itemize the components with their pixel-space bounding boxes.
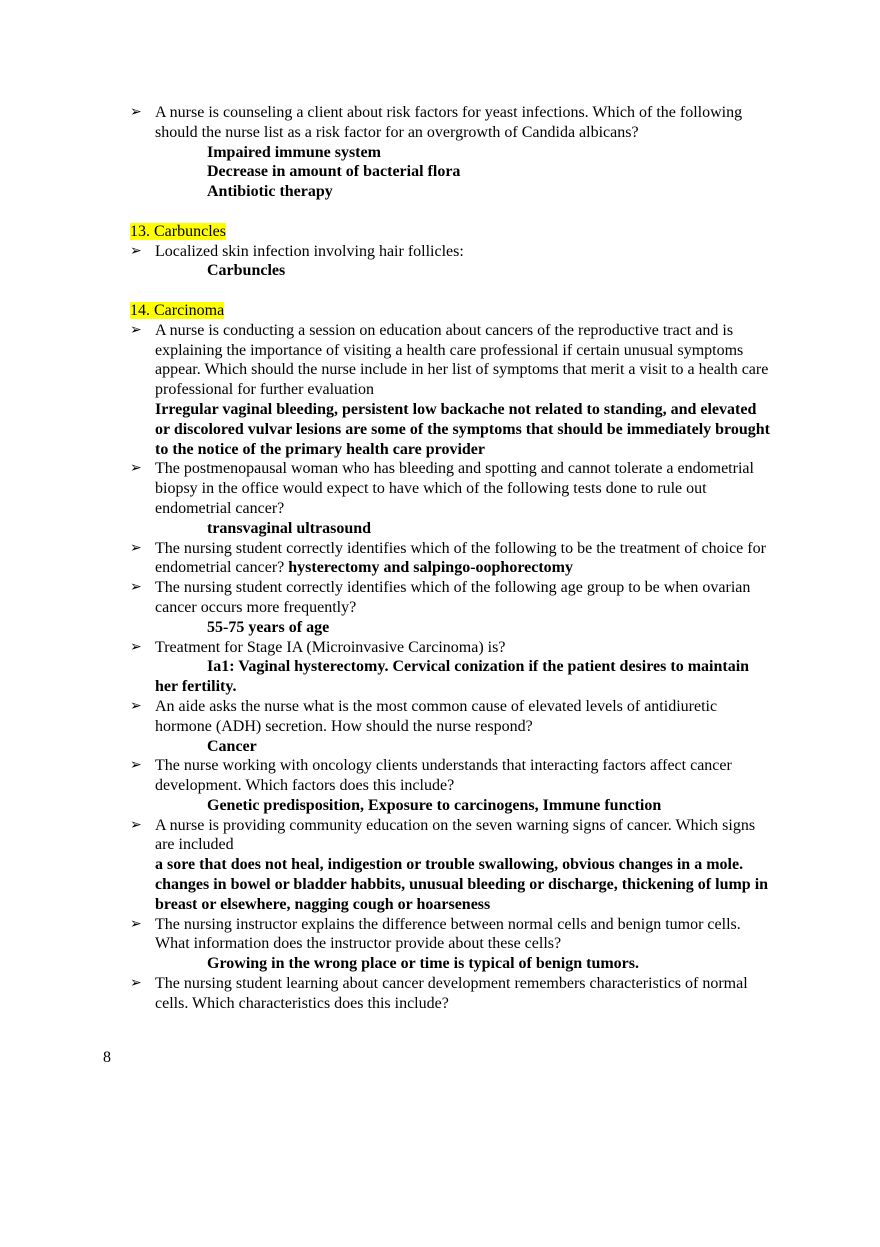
- arrow-bullet-icon: ➢: [130, 757, 142, 774]
- question-text: The nurse working with oncology clients understands that interacting factors affect cancer development. Which factors does this include?: [155, 757, 732, 795]
- answer-text: a sore that does not heal, indigestion or trouble swallowing, obvious changes in a mole. changes in bowel or bladder habbits, unusual bleeding or discharge, thickening of lump in breast or elsewhere, nagging cough or hoarseness: [155, 856, 769, 913]
- answer-text: Growing in the wrong place or time is typical of benign tumors.: [207, 955, 639, 973]
- spacer: [130, 281, 775, 301]
- question-symptoms: [130, 321, 775, 400]
- arrow-bullet-icon: ➢: [130, 104, 142, 120]
- question-carbuncles: [130, 242, 775, 262]
- question-endometrial-test: [130, 459, 775, 518]
- arrow-bullet-icon: ➢: [130, 975, 142, 992]
- answer-text: Antibiotic therapy: [207, 183, 333, 201]
- answer-text: Genetic predisposition, Exposure to carcinogens, Immune function: [207, 796, 662, 814]
- question-adh: [130, 697, 775, 737]
- question-text: The postmenopausal woman who has bleeding and spotting and cannot tolerate a endometrial biopsy in the office would expect to have which of the following tests done to rule out endometrial cancer?: [155, 460, 754, 517]
- question-text: Localized skin infection involving hair follicles:: [155, 242, 464, 260]
- answer-text: transvaginal ultrasound: [207, 519, 372, 537]
- question-text: A nurse is conducting a session on education about cancers of the reproductive tract and is explaining the importance of visiting a health care professional if certain unusual symptoms appear. Which should the nurse include in her list of symptoms that merit a visit to a health care professional for further evaluation: [155, 321, 769, 399]
- section-heading-13: [130, 222, 775, 242]
- section-heading-14: [130, 301, 775, 321]
- arrow-bullet-icon: ➢: [130, 460, 142, 477]
- arrow-bullet-icon: ➢: [130, 816, 142, 833]
- spacer: [130, 202, 775, 222]
- page-content: [130, 103, 775, 1014]
- question-stage-ia: [130, 638, 775, 658]
- question-text: An aide asks the nurse what is the most common cause of elevated levels of antidiuretic hormone (ADH) secretion. How should the nurse respond?: [155, 697, 718, 735]
- arrow-bullet-icon: ➢: [130, 638, 142, 655]
- question-warning-signs: [130, 816, 775, 856]
- question-normal-cells: [130, 974, 775, 1014]
- question-candida: [130, 103, 775, 143]
- answer-text: Decrease in amount of bacterial flora: [207, 163, 461, 181]
- arrow-bullet-icon: ➢: [130, 579, 142, 596]
- page-number: 8: [103, 1049, 111, 1066]
- question-text: The nursing student correctly identifies which of the following to be the treatment of choice for endometrial cancer?: [155, 539, 766, 577]
- arrow-bullet-icon: ➢: [130, 539, 142, 556]
- answer-text: Irregular vaginal bleeding, persistent low backache not related to standing, and elevated or discolored vulvar lesions are some of the symptoms that should be immediately brought to the notice of the primary health care provider: [155, 400, 770, 458]
- arrow-bullet-icon: ➢: [130, 697, 142, 714]
- highlighted-heading: 13. Carbuncles: [130, 222, 226, 240]
- question-text: The nursing student learning about cancer development remembers characteristics of normal cells. Which characteristics does this include?: [155, 975, 748, 1012]
- answer-text: Carbuncles: [207, 262, 286, 280]
- answer-text: Cancer: [207, 737, 257, 755]
- answer-text: 55-75 years of age: [207, 618, 330, 636]
- answer-text: hysterectomy and salpingo-oophorectomy: [288, 559, 573, 577]
- question-text: The nursing student correctly identifies which of the following age group to be when ovarian cancer occurs more frequently?: [155, 579, 751, 616]
- arrow-bullet-icon: ➢: [130, 321, 142, 338]
- highlighted-heading: 14. Carcinoma: [130, 301, 225, 319]
- question-text: A nurse is counseling a client about risk factors for yeast infections. Which of the following should the nurse list as a risk factor for an overgrowth of Candida albicans?: [155, 104, 743, 141]
- question-ovarian-age: [130, 578, 775, 618]
- question-endometrial-treatment: [130, 539, 775, 579]
- question-text: The nursing instructor explains the difference between normal cells and benign tumor cells. What information does the instructor provide about these cells?: [155, 915, 741, 953]
- question-text: A nurse is providing community education on the seven warning signs of cancer. Which signs are included: [155, 816, 756, 854]
- arrow-bullet-icon: ➢: [130, 915, 142, 932]
- answer-text: Impaired immune system: [207, 143, 381, 161]
- question-cancer-factors: [130, 756, 775, 796]
- answer-text: Ia1: Vaginal hysterectomy. Cervical conization if the patient desires to maintain her fertility.: [155, 658, 750, 696]
- arrow-bullet-icon: ➢: [130, 242, 142, 259]
- question-text: Treatment for Stage IA (Microinvasive Carcinoma) is?: [155, 638, 506, 656]
- question-benign-cells: [130, 915, 775, 955]
